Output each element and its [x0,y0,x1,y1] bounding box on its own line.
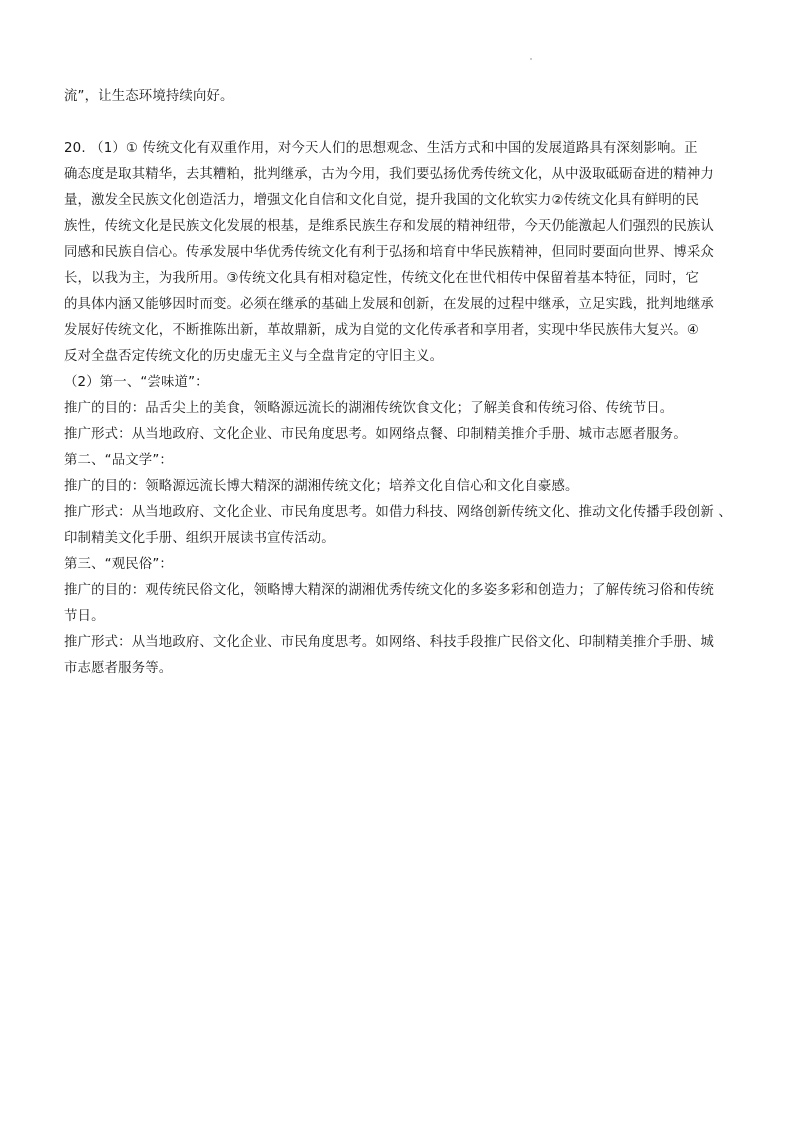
purpose-line-3b: 节日。 [64,609,105,624]
form-line-2b: 印制精美文化手册、组织开展读书宣传活动。 [64,531,335,546]
part-2-heading-3: 第三、“观民俗”： [64,557,173,572]
answer-20-line-3: 量，激发全民族文化创造活力，增强文化自信和文化自觉，提升我国的文化软实力②传统文化具有鲜明的民 [64,193,700,208]
answer-20-line-5: 同感和民族自信心。传承发展中华优秀传统文化有利于弘扬和培育中华民族精神，但同时要面向世界、博采众 [64,245,714,260]
answer-20-line-1: 20. （1）① 传统文化有双重作用，对今天人们的思想观念、生活方式和中国的发展道路具有深刻影响。正 [64,141,698,156]
answer-20-line-2: 确态度是取其精华，去其糟粕，批判继承，古为今用，我们要弘扬优秀传统文化，从中汲取砥砺奋进的精神力 [64,167,714,182]
answer-20-line-7: 的具体内涵又能够因时而变。必须在继承的基础上发展和创新，在发展的过程中继承，立足实践，批判地继承 [64,297,714,312]
purpose-line-3a: 推广的目的：观传统民俗文化，领略博大精深的湖湘优秀传统文化的多姿多彩和创造力；了解传统习俗和传统 [64,583,714,598]
part-2-heading-1: （2）第一、“尝味道”： [64,375,209,390]
purpose-line-2: 推广的目的：领略源远流长博大精深的湖湘传统文化；培养文化自信心和文化自豪感。 [64,479,579,494]
purpose-line-1: 推广的目的：品舌尖上的美食，领略源远流长的湖湘传统饮食文化；了解美食和传统习俗、传统节日。 [64,401,674,416]
form-line-2a: 推广形式：从当地政府、文化企业、市民角度思考。如借力科技、网络创新传统文化、推动文化传播手段创新 、 [64,505,732,520]
answer-20-line-9: 反对全盘否定传统文化的历史虚无主义与全盘肯定的守旧主义。 [64,349,444,364]
form-line-3a: 推广形式：从当地政府、文化企业、市民角度思考。如网络、科技手段推广民俗文化、印制精美推介手册、城 [64,635,714,650]
document-body [64,84,732,682]
part-2-heading-2: 第二、“品文学”： [64,453,173,468]
form-line-1: 推广形式：从当地政府、文化企业、市民角度思考。如网络点餐、印制精美推介手册、城市志愿者服务。 [64,427,687,442]
blank-line [64,110,732,136]
answer-20-line-8: 发展好传统文化，不断推陈出新，革故鼎新，成为自觉的文化传承者和享用者，实现中华民族伟大复兴。④ [64,323,700,338]
form-line-3b: 市志愿者服务等。 [64,661,173,676]
text-line-1: 流”，让生态环境持续向好。 [64,89,234,104]
answer-20-line-6: 长，以我为主，为我所用。③传统文化具有相对稳定性，传统文化在世代相传中保留着基本特征，同时，它 [64,271,700,286]
page-speck [530,58,532,60]
answer-20-line-4: 族性，传统文化是民族文化发展的根基，是维系民族生存和发展的精神纽带，今天仍能激起人们强烈的民族认 [64,219,714,234]
